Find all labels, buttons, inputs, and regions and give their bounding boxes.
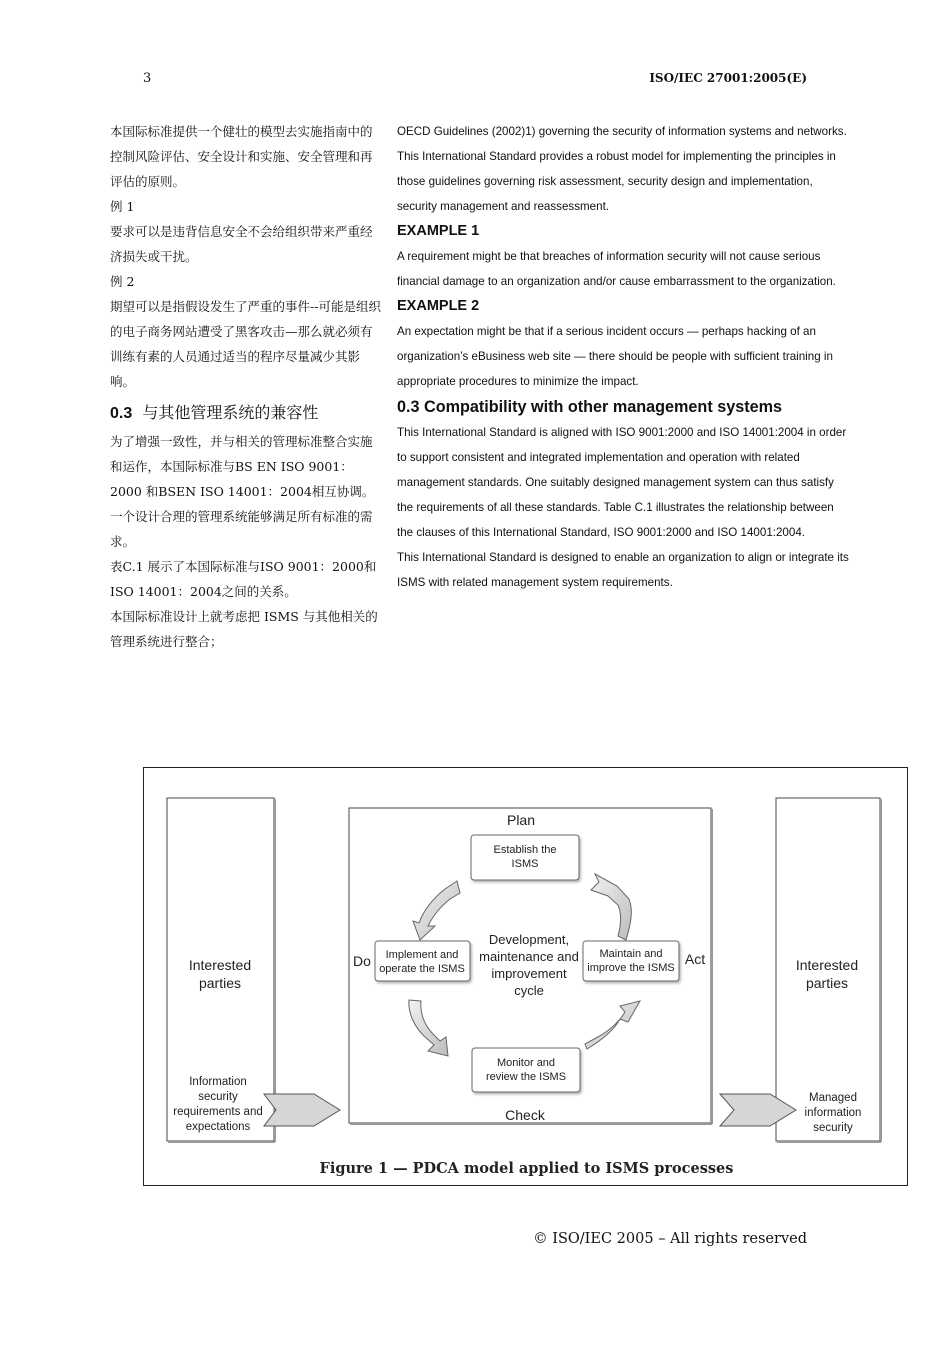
left-parties-panel — [167, 798, 275, 1142]
phase-check-label: Check — [505, 1107, 545, 1123]
right-output-line1: Managed — [809, 1092, 857, 1104]
phase-plan-label: Plan — [506, 812, 536, 828]
en-intro-paragraph: OECD Guidelines (2002)1) governing the security of information systems and networks. This International Standard provides a robust model for implementing the principles in those guidelines governing risk assessment, security design and implementation, security management and reassessment. — [397, 125, 847, 213]
cn-example2-label: 例 2 — [110, 274, 135, 289]
box-establish-line1: Establish the — [493, 844, 557, 856]
cn-section-number: 0.3 — [110, 405, 133, 422]
en-section-heading: 0.3 Compatibility with other management systems — [397, 398, 782, 416]
left-party-line1: Interested — [188, 957, 252, 973]
cn-para2: 表C.1 展示了本国际标准与ISO 9001：2000和ISO 14001：2004之间的关系。 — [110, 559, 377, 599]
cn-para1: 为了增强一致性，并与相关的管理标准整合实施和运作，本国际标准与BS EN ISO 9001：2000 和BSEN ISO 14001：2004相互协调。一个设计合理的管理系统能够满足所有标准的需求。 — [110, 434, 375, 549]
center-line1: Development, — [488, 932, 570, 947]
document-id: ISO/IEC 27001:2005(E) — [649, 71, 807, 85]
en-example1-text: A requirement might be that breaches of information security will not cause serious financial damage to an organization and/or cause embarrassment to the organization. — [397, 250, 836, 288]
box-maintain — [583, 941, 679, 981]
cn-section-heading — [110, 400, 382, 427]
center-line4: cycle — [514, 983, 544, 998]
box-implement-line2: operate the ISMS — [379, 963, 465, 975]
english-column — [397, 119, 852, 595]
en-example2-text: An expectation might be that if a serious incident occurs — perhaps hacking of an organization’s eBusiness web site — there should be people with sufficient training in appropriate procedures to minimize the impact. — [397, 325, 833, 388]
left-input-line4: expectations — [185, 1121, 251, 1133]
center-line2: maintenance and — [479, 949, 579, 964]
box-monitor-line1: Monitor and — [496, 1057, 556, 1069]
en-para1: This International Standard is aligned with ISO 9001:2000 and ISO 14001:2004 in order to support consistent and integrated implementation and operation with related management standards. One suitably designed management system can thus satisfy the requirements of all these standards. Table C.1 illustrates the relationship between the clauses of this International Standard, ISO 9001:2000 and ISO 14001:2004. — [397, 426, 847, 539]
phase-do-label: Do — [353, 953, 371, 969]
left-input-line3: requirements and — [173, 1106, 263, 1118]
box-implement-line1: Implement and — [385, 949, 459, 961]
phase-act-label: Act — [684, 951, 706, 967]
en-example2-label: EXAMPLE 2 — [397, 298, 480, 314]
copyright-footer: © ISO/IEC 2005 – All rights reserved — [533, 1231, 807, 1247]
center-line3: improvement — [491, 966, 567, 981]
right-output-line3: security — [813, 1122, 853, 1134]
cn-example1-label: 例 1 — [110, 199, 135, 214]
right-party-line2: parties — [805, 975, 849, 991]
left-input-line1: Information — [189, 1076, 247, 1088]
cn-intro-paragraph: 本国际标准提供一个健壮的模型去实施指南中的控制风险评估、安全设计和实施、安全管理和再评估的原则。 — [110, 124, 373, 189]
box-monitor-line2: review the ISMS — [485, 1071, 567, 1083]
right-party-line1: Interested — [795, 957, 859, 973]
en-para2: This International Standard is designed to enable an organization to align or integrate its ISMS with related management system requirements. — [397, 551, 849, 589]
box-maintain-line2: improve the ISMS — [587, 962, 675, 974]
cn-example2-text: 期望可以是指假设发生了严重的事件--可能是组织的电子商务网站遭受了黑客攻击—那么就必须有训练有素的人员通过适当的程序尽量减少其影响。 — [110, 299, 381, 389]
input-arrow — [264, 1094, 340, 1126]
left-party-line2: parties — [198, 975, 242, 991]
en-example1-label: EXAMPLE 1 — [397, 223, 480, 239]
cn-section-title: 与其他管理系统的兼容性 — [142, 403, 319, 422]
pdca-figure — [143, 767, 908, 1186]
box-maintain-line1: Maintain and — [599, 948, 663, 960]
right-parties-panel — [776, 798, 881, 1142]
right-output-line2: information — [804, 1107, 862, 1119]
box-implement — [375, 941, 470, 981]
pdca-diagram — [144, 768, 909, 1187]
figure-caption: Figure 1 — PDCA model applied to ISMS processes — [319, 1160, 734, 1177]
cn-example1-text: 要求可以是违背信息安全不会给组织带来严重经济损失或干扰。 — [110, 224, 373, 264]
page-number: 3 — [143, 71, 152, 86]
box-establish-line2: ISMS — [511, 858, 539, 870]
chinese-column — [110, 119, 382, 654]
cn-para3: 本国际标准设计上就考虑把 ISMS 与其他相关的管理系统进行整合； — [110, 609, 378, 649]
left-input-line2: security — [198, 1091, 238, 1103]
box-establish — [471, 835, 579, 880]
cycle-panel — [349, 808, 712, 1124]
box-monitor — [472, 1048, 580, 1092]
